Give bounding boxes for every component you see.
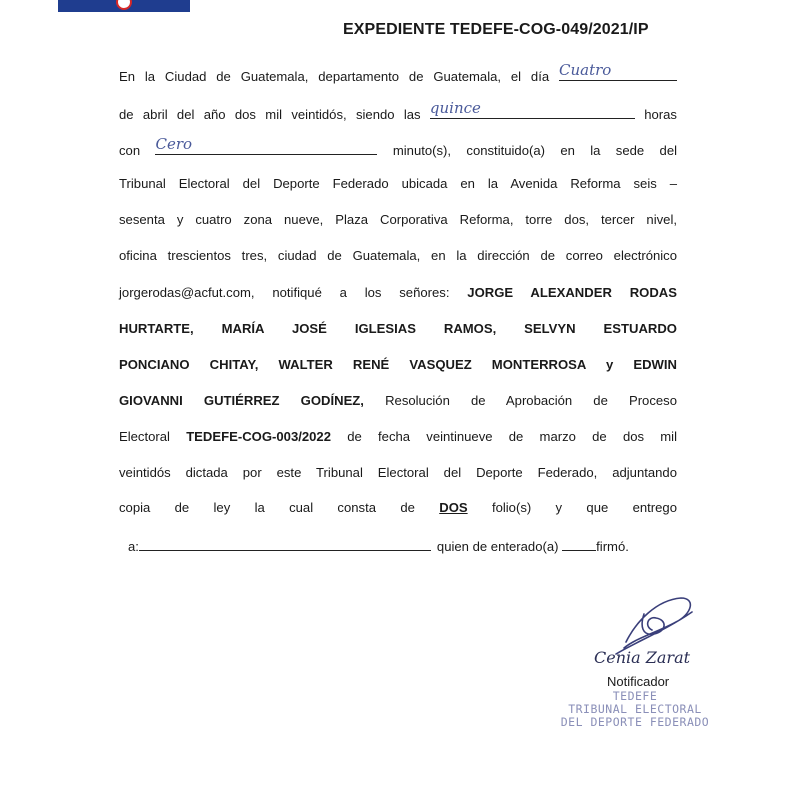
- handwritten-day: Cuatro: [559, 61, 612, 79]
- body-text: a:: [128, 539, 139, 554]
- body-text: firmó.: [596, 539, 629, 554]
- body-line-5: sesenta y cuatro zona nueve, Plaza Corporativa Reforma, torre dos, tercer nivel,: [119, 212, 677, 227]
- body-text: minuto(s), constituido(a) en la sede del: [392, 143, 678, 158]
- stamp-line: TEDEFE: [612, 689, 658, 703]
- body-line-9: PONCIANO CHITAY, WALTER RENÉ VASQUEZ MONTERROSA y EDWIN: [119, 357, 677, 372]
- body-line-2: [119, 99, 677, 122]
- recipient-blank: [139, 536, 431, 551]
- body-text: Electoral: [119, 429, 170, 444]
- stamp-line: TRIBUNAL ELECTORAL: [568, 702, 702, 716]
- official-stamp: [540, 690, 730, 729]
- body-line-12: veintidós dictada por este Tribunal Electoral del Deporte Federado, adjuntando: [119, 465, 677, 480]
- body-line-14: [128, 536, 686, 554]
- logo-emblem: [116, 0, 132, 10]
- body-line-10: [119, 393, 677, 408]
- body-line-13: [119, 500, 677, 515]
- body-line-1: [119, 61, 677, 84]
- body-text: jorgerodas@acfut.com, notifiqué a los señores:: [119, 285, 450, 300]
- signed-blank: [562, 536, 596, 551]
- minute-blank: [155, 135, 377, 155]
- signer-role: Notificador: [607, 674, 670, 689]
- hour-blank: [429, 99, 635, 119]
- body-text: de fecha veintinueve de marzo de dos mil: [347, 429, 678, 444]
- body-line-11: [119, 429, 677, 444]
- folio-count: DOS: [439, 500, 468, 515]
- body-text: horas: [644, 107, 677, 122]
- body-line-4: Tribunal Electoral del Deporte Federado ubicada en la Avenida Reforma seis –: [119, 176, 677, 191]
- day-blank: [559, 61, 677, 81]
- resolution-number: TEDEFE-COG-003/2022: [186, 429, 331, 444]
- body-line-3: [119, 135, 678, 158]
- body-line-6: oficina trescientos tres, ciudad de Guatemala, en la dirección de correo electrónico: [119, 248, 677, 263]
- handwritten-minute: Cero: [155, 135, 193, 153]
- recipient-names: JORGE ALEXANDER RODAS: [467, 285, 677, 300]
- document-title: EXPEDIENTE TEDEFE-COG-049/2021/IP: [343, 21, 649, 38]
- stamp-line: DEL DEPORTE FEDERADO: [560, 715, 710, 729]
- handwritten-hour: quince: [429, 99, 481, 117]
- body-text: copia de ley la cual consta de: [119, 500, 415, 515]
- body-text: folio(s) y que entrego: [491, 500, 677, 515]
- body-text: Resolución de Aprobación de Proceso: [385, 393, 678, 408]
- body-text: de abril del año dos mil veintidós, siendo las: [119, 107, 421, 122]
- handwritten-signature-name: Cenia Zarat: [594, 648, 691, 667]
- body-text: con: [119, 143, 141, 158]
- body-line-8: HURTARTE, MARÍA JOSÉ IGLESIAS RAMOS, SELVYN ESTUARDO: [119, 321, 677, 336]
- institution-logo: [58, 0, 190, 12]
- recipient-names: GIOVANNI GUTIÉRREZ GODÍNEZ,: [119, 393, 364, 408]
- body-text: En la Ciudad de Guatemala, departamento de Guatemala, el día: [119, 69, 550, 84]
- body-line-7: [119, 285, 677, 300]
- body-text: quien de enterado(a): [436, 539, 559, 554]
